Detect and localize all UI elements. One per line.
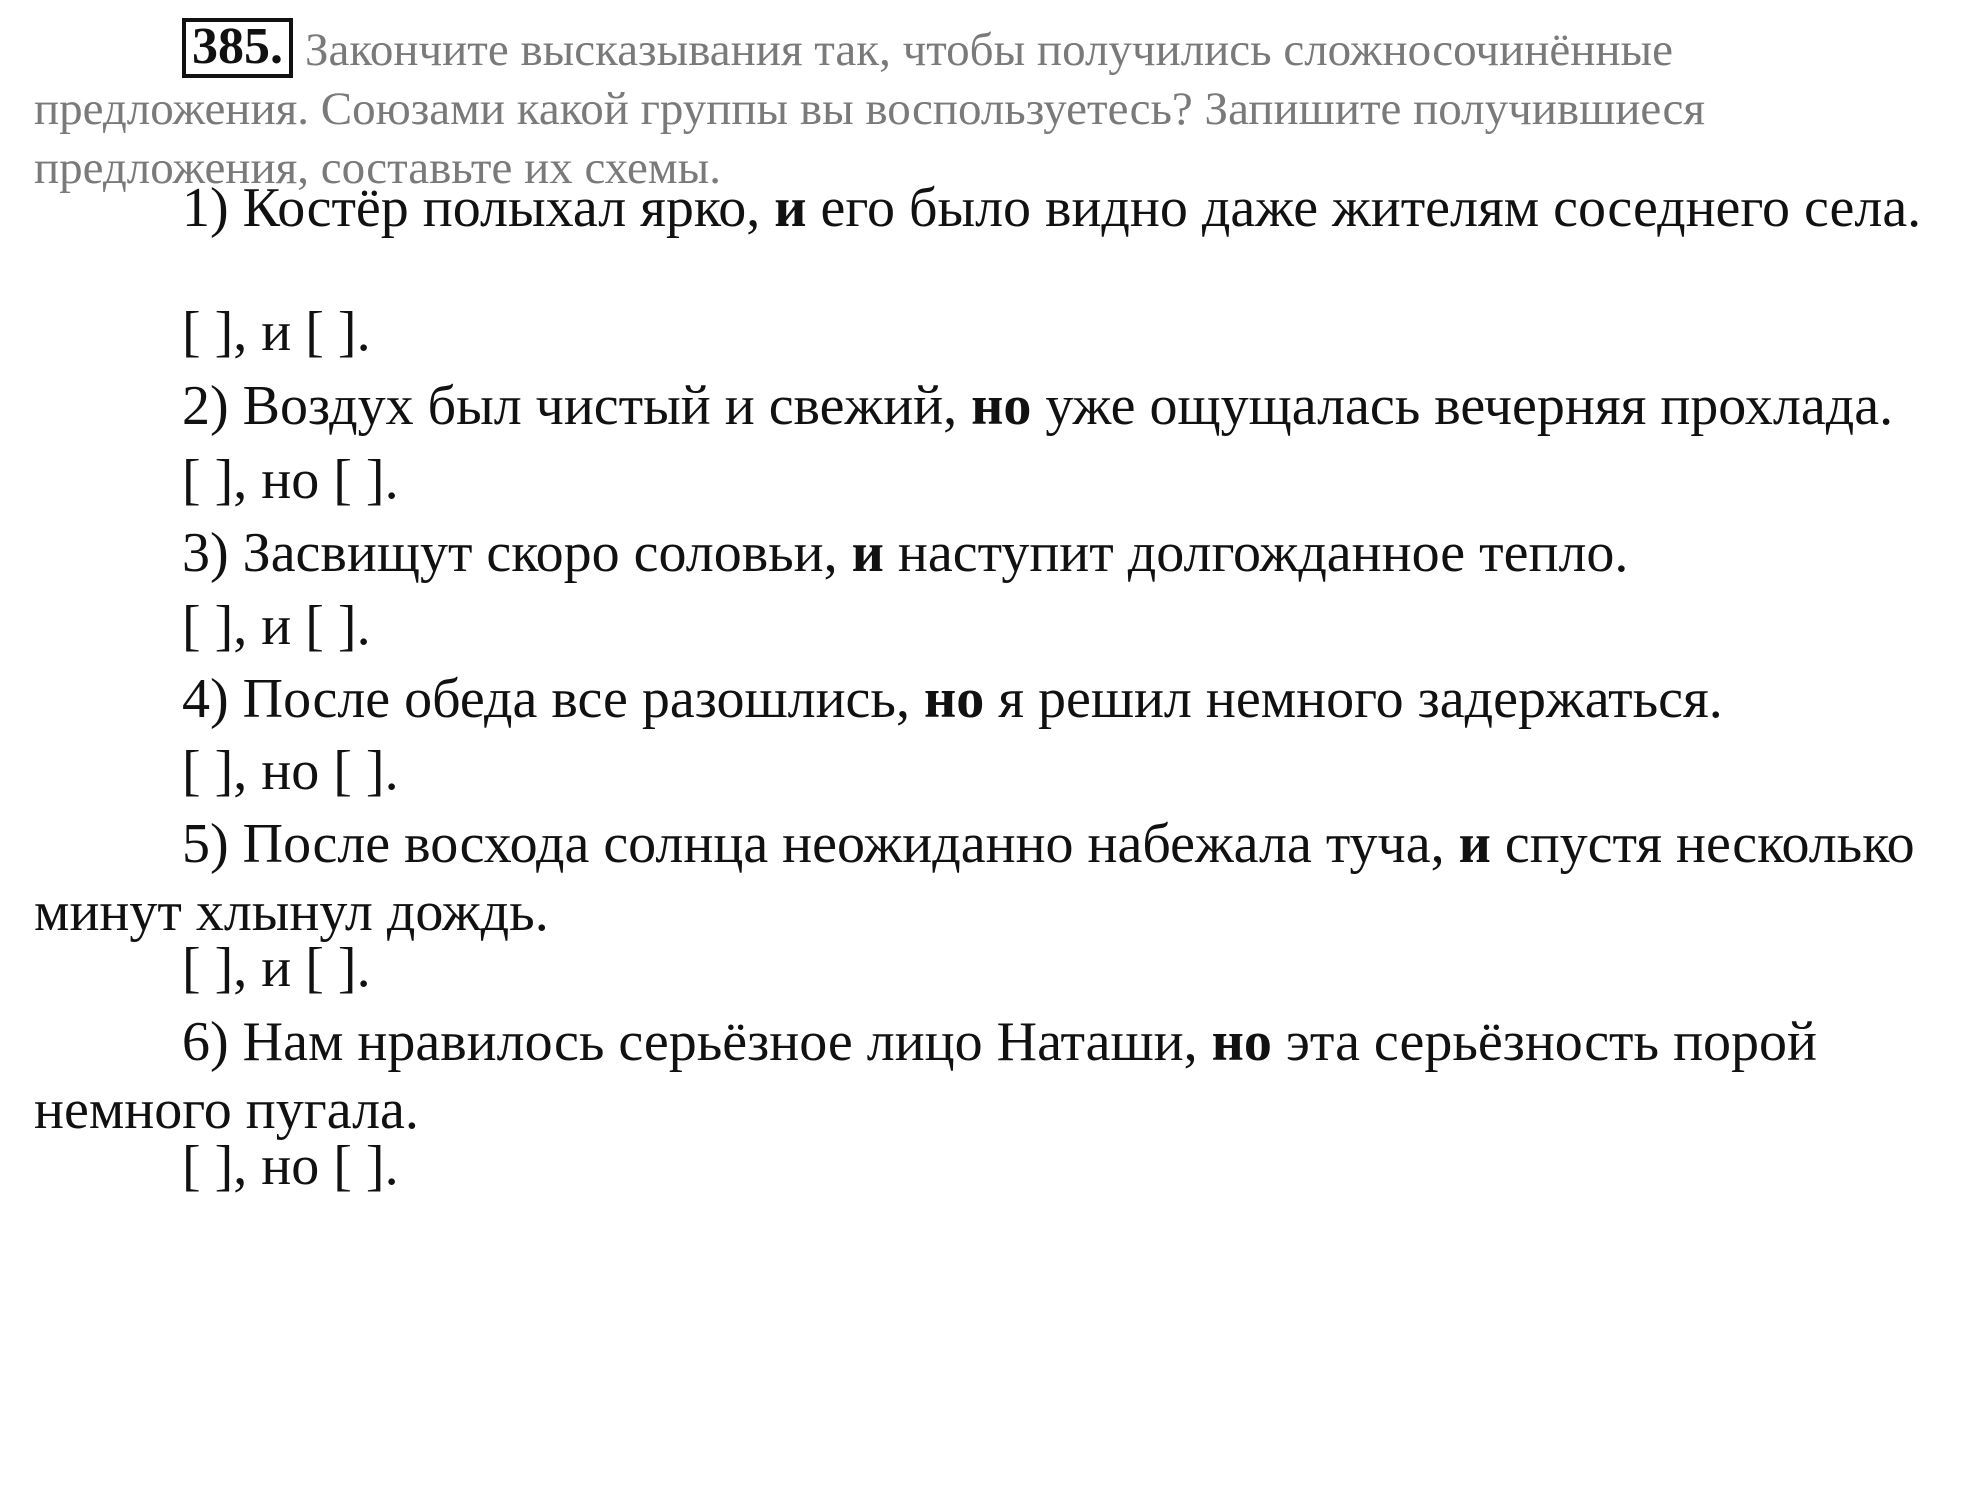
sentence-1-after: его было видно даже жителям соседнего села.: [806, 177, 1922, 239]
sentence-4-conjunction: но: [923, 668, 985, 730]
scheme-1: [ ], и [ ].: [182, 301, 371, 363]
sentence-1: [34, 174, 1974, 242]
scheme-5: [ ], и [ ].: [182, 937, 371, 999]
sentence-6: [34, 1008, 1974, 1144]
task-number: 385.: [182, 18, 293, 78]
scheme-6: [ ], но [ ].: [182, 1135, 399, 1197]
sentence-2-before: 2) Воздух был чистый и свежий,: [182, 375, 972, 437]
sentence-1-before: 1) Костёр полыхал ярко,: [182, 177, 775, 239]
sentence-5-after: спустя несколько минут хлынул дождь.: [34, 813, 1915, 943]
sentence-2: [34, 372, 1974, 440]
sentence-6-conjunction: но: [1211, 1011, 1272, 1073]
sentence-4: [34, 665, 1974, 733]
sentence-3-before: 3) Засвищут скоро соловьи,: [182, 522, 852, 584]
sentence-5-before: 5) После восхода солнца неожиданно набежала туча,: [182, 813, 1459, 875]
sentence-4-before: 4) После обеда все разошлись,: [182, 668, 924, 730]
sentence-4-after: я решил немного задержаться.: [984, 668, 1723, 730]
scheme-2: [ ], но [ ].: [182, 449, 399, 511]
sentence-2-after: уже ощущалась вечерняя прохлада.: [1031, 375, 1894, 437]
sentence-5-conjunction: и: [1458, 813, 1491, 875]
sentence-2-conjunction: но: [971, 375, 1032, 437]
sentence-5: [34, 810, 1974, 946]
task-header: [34, 18, 1934, 198]
task-instruction: Закончите высказывания так, чтобы получились сложносочинённые предложения. Союзами какой группы вы воспользуетесь? Запишите получившиеся предложения, составьте их схемы.: [34, 24, 1705, 194]
sentence-3-conjunction: и: [851, 522, 884, 584]
sentence-6-before: 6) Нам нравилось серьёзное лицо Наташи,: [182, 1011, 1212, 1073]
sentence-3: [34, 519, 1974, 587]
scheme-4: [ ], но [ ].: [182, 740, 399, 802]
sentence-6-after: эта серьёзность порой немного пугала.: [34, 1011, 1817, 1141]
scheme-3: [ ], и [ ].: [182, 595, 371, 657]
sentence-1-conjunction: и: [774, 177, 807, 239]
sentence-3-after: наступит долгожданное тепло.: [883, 522, 1629, 584]
